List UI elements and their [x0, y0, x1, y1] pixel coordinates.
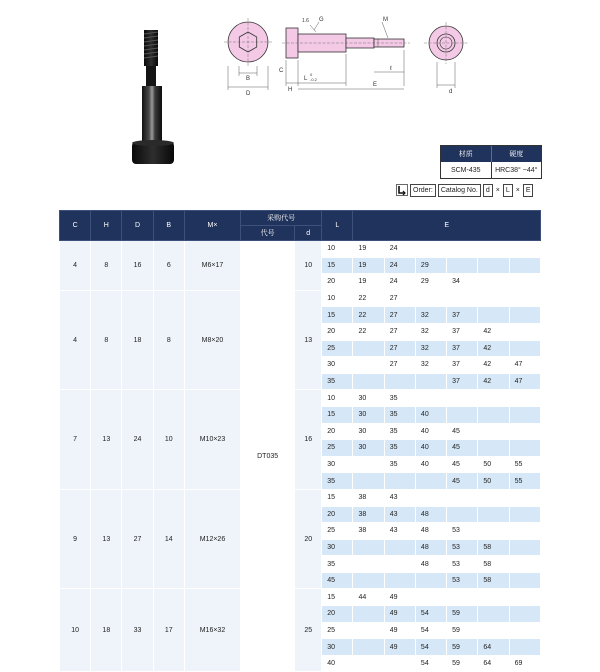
- cell-e: 19: [353, 241, 384, 258]
- cell-e: 42: [478, 357, 509, 374]
- cell-e: 35: [384, 440, 415, 457]
- technical-drawing: [218, 10, 488, 100]
- cell-e: [447, 506, 478, 523]
- label-e: E: [373, 82, 378, 88]
- label-g: G: [319, 17, 324, 23]
- cell-e: [353, 622, 384, 639]
- hardness-value: HRC38° ~44°: [491, 162, 542, 178]
- cell-e: 58: [478, 539, 509, 556]
- cell-e: [478, 606, 509, 623]
- cell-e: [415, 589, 446, 606]
- cell-l: 30: [322, 539, 353, 556]
- header-e: E: [353, 211, 541, 241]
- order-d: d: [483, 184, 493, 197]
- order-times-2: ×: [515, 186, 520, 194]
- label-roughness: 1.6: [302, 18, 309, 24]
- cell-c: 10: [60, 589, 91, 672]
- cell-e: 37: [447, 340, 478, 357]
- cell-e: [353, 639, 384, 656]
- cell-e: [384, 655, 415, 672]
- cell-e: [509, 489, 540, 506]
- cell-e: [353, 473, 384, 490]
- cell-e: 27: [384, 290, 415, 307]
- cell-e: 53: [447, 556, 478, 573]
- table-row: [60, 290, 541, 307]
- cell-e: [478, 390, 509, 407]
- cell-l: 20: [322, 606, 353, 623]
- cell-l: 30: [322, 357, 353, 374]
- cell-e: [384, 572, 415, 589]
- label-d-lower: d: [449, 89, 453, 95]
- cell-e: [478, 506, 509, 523]
- cell-e: 24: [384, 241, 415, 258]
- cell-e: [509, 506, 540, 523]
- cell-e: 30: [353, 440, 384, 457]
- label-h: H: [288, 87, 293, 93]
- cell-b: 10: [153, 390, 184, 490]
- cell-e: 54: [415, 639, 446, 656]
- cell-e: [415, 373, 446, 390]
- cell-e: [478, 589, 509, 606]
- cell-e: 30: [353, 406, 384, 423]
- header-code: 代号: [241, 226, 295, 241]
- cell-e: 64: [478, 655, 509, 672]
- material-value: SCM-435: [450, 166, 481, 174]
- cell-e: [384, 373, 415, 390]
- table-row: [60, 589, 541, 606]
- cell-e: 59: [447, 622, 478, 639]
- cell-e: 19: [353, 274, 384, 291]
- cell-h: 13: [91, 390, 122, 490]
- shoulder-bolt-photo: [118, 20, 188, 170]
- cell-e: [353, 572, 384, 589]
- header-purchase-code: 采购代号: [241, 211, 322, 226]
- cell-l: 35: [322, 373, 353, 390]
- cell-e: [415, 290, 446, 307]
- cell-l: 25: [322, 340, 353, 357]
- cell-dd: 20: [295, 489, 322, 589]
- cell-e: [478, 489, 509, 506]
- material-values: [441, 162, 541, 178]
- cell-l: 20: [322, 274, 353, 291]
- cell-e: 40: [415, 456, 446, 473]
- cell-l: 20: [322, 423, 353, 440]
- cell-e: [353, 357, 384, 374]
- cell-e: 38: [353, 523, 384, 540]
- label-d-upper: D: [246, 91, 251, 97]
- cell-h: 18: [91, 589, 122, 672]
- order-line: [396, 183, 533, 197]
- cell-e: [478, 274, 509, 291]
- header-d: D: [122, 211, 153, 241]
- cell-e: [415, 572, 446, 589]
- cell-e: 34: [447, 274, 478, 291]
- cell-e: 37: [447, 357, 478, 374]
- header-dd: d: [295, 226, 322, 241]
- cell-e: 59: [447, 606, 478, 623]
- cell-e: 54: [415, 622, 446, 639]
- cell-e: 27: [384, 357, 415, 374]
- cell-e: [353, 340, 384, 357]
- order-times-1: ×: [495, 186, 500, 194]
- cell-e: 40: [415, 440, 446, 457]
- cell-m: M12×26: [184, 489, 240, 589]
- cell-l: 25: [322, 622, 353, 639]
- cell-b: 8: [153, 290, 184, 390]
- cell-e: 48: [415, 556, 446, 573]
- table-row: [60, 241, 541, 258]
- header-l: L: [322, 211, 353, 241]
- cell-e: 37: [447, 307, 478, 324]
- cell-l: 25: [322, 523, 353, 540]
- cell-e: 45: [447, 440, 478, 457]
- cell-e: 54: [415, 655, 446, 672]
- cell-e: [447, 589, 478, 606]
- cell-e: 64: [478, 639, 509, 656]
- material-box: [440, 145, 542, 179]
- cell-e: 54: [415, 606, 446, 623]
- spec-table: [59, 210, 541, 672]
- cell-e: [478, 423, 509, 440]
- cell-e: 53: [447, 523, 478, 540]
- cell-e: [353, 456, 384, 473]
- cell-l: 10: [322, 290, 353, 307]
- cell-e: 55: [509, 473, 540, 490]
- header-b: B: [153, 211, 184, 241]
- label-l: L: [304, 76, 308, 82]
- label-c: C: [279, 68, 284, 74]
- cell-e: 49: [384, 622, 415, 639]
- material-header: [441, 146, 541, 162]
- cell-e: 22: [353, 307, 384, 324]
- cell-e: [415, 241, 446, 258]
- cell-b: 17: [153, 589, 184, 672]
- cell-l: 15: [322, 589, 353, 606]
- cell-e: 53: [447, 539, 478, 556]
- cell-e: 47: [509, 373, 540, 390]
- cell-c: 9: [60, 489, 91, 589]
- cell-e: 35: [384, 390, 415, 407]
- cell-l: 30: [322, 456, 353, 473]
- cell-e: 37: [447, 323, 478, 340]
- cell-e: 32: [415, 323, 446, 340]
- cell-code: DT035: [241, 241, 295, 672]
- cell-e: [509, 606, 540, 623]
- cell-e: 49: [384, 606, 415, 623]
- cell-l: 10: [322, 390, 353, 407]
- cell-e: 32: [415, 307, 446, 324]
- cell-e: [447, 241, 478, 258]
- cell-e: [509, 523, 540, 540]
- cell-e: [415, 473, 446, 490]
- cell-e: 59: [447, 655, 478, 672]
- cell-e: 29: [415, 274, 446, 291]
- cell-m: M8×20: [184, 290, 240, 390]
- cell-d: 24: [122, 390, 153, 490]
- cell-e: [353, 539, 384, 556]
- cell-e: 45: [447, 473, 478, 490]
- cell-e: [509, 423, 540, 440]
- cell-e: 42: [478, 373, 509, 390]
- order-label: Order:: [410, 184, 436, 197]
- cell-l: 25: [322, 440, 353, 457]
- table-row: [60, 489, 541, 506]
- cell-e: 48: [415, 539, 446, 556]
- cell-dd: 25: [295, 589, 322, 672]
- cell-e: 35: [384, 406, 415, 423]
- cell-e: 47: [509, 357, 540, 374]
- cell-e: 30: [353, 390, 384, 407]
- cell-l: 40: [322, 655, 353, 672]
- cell-c: 7: [60, 390, 91, 490]
- cell-e: [384, 539, 415, 556]
- cell-e: [447, 489, 478, 506]
- cell-e: [509, 390, 540, 407]
- cell-m: M16×32: [184, 589, 240, 672]
- cell-d: 27: [122, 489, 153, 589]
- cell-d: 33: [122, 589, 153, 672]
- cell-e: [509, 556, 540, 573]
- cell-m: M6×17: [184, 241, 240, 291]
- cell-e: 53: [447, 572, 478, 589]
- cell-e: 40: [415, 423, 446, 440]
- cell-h: 13: [91, 489, 122, 589]
- cell-e: 22: [353, 323, 384, 340]
- cell-e: 29: [415, 257, 446, 274]
- cell-e: 58: [478, 572, 509, 589]
- cell-dd: 13: [295, 290, 322, 390]
- cell-l: 15: [322, 489, 353, 506]
- cell-e: [447, 390, 478, 407]
- cell-e: 24: [384, 274, 415, 291]
- cell-e: 44: [353, 589, 384, 606]
- cell-e: [478, 257, 509, 274]
- cell-e: 49: [384, 589, 415, 606]
- spec-table-body: [60, 241, 541, 672]
- cell-e: [509, 539, 540, 556]
- cell-c: 4: [60, 241, 91, 291]
- cell-e: [384, 473, 415, 490]
- cell-l: 20: [322, 323, 353, 340]
- cell-e: 69: [509, 655, 540, 672]
- cell-e: [509, 622, 540, 639]
- cell-e: 35: [384, 456, 415, 473]
- cell-l: 45: [322, 572, 353, 589]
- header-h: H: [91, 211, 122, 241]
- cell-e: [478, 622, 509, 639]
- material-header-label: 材质: [458, 151, 473, 158]
- cell-l: 15: [322, 307, 353, 324]
- header-m: M×: [184, 211, 240, 241]
- label-b: B: [246, 76, 251, 82]
- cell-e: [478, 440, 509, 457]
- table-row: [60, 390, 541, 407]
- cell-d: 18: [122, 290, 153, 390]
- cell-e: 19: [353, 257, 384, 274]
- cell-m: M10×23: [184, 390, 240, 490]
- cell-e: 59: [447, 639, 478, 656]
- cell-e: [353, 373, 384, 390]
- cell-c: 4: [60, 290, 91, 390]
- cell-l: 35: [322, 473, 353, 490]
- cell-e: [447, 290, 478, 307]
- cell-e: [509, 290, 540, 307]
- cell-e: [415, 390, 446, 407]
- cell-b: 6: [153, 241, 184, 291]
- cell-l: 15: [322, 257, 353, 274]
- cell-e: 27: [384, 340, 415, 357]
- cell-e: 32: [415, 340, 446, 357]
- cell-e: 55: [509, 456, 540, 473]
- cell-e: [384, 556, 415, 573]
- cell-l: 20: [322, 506, 353, 523]
- cell-e: [415, 489, 446, 506]
- cell-e: [478, 307, 509, 324]
- cell-e: 37: [447, 373, 478, 390]
- cell-e: [509, 572, 540, 589]
- label-ell: ℓ: [390, 66, 392, 72]
- cell-e: 43: [384, 523, 415, 540]
- order-e: E: [523, 184, 534, 197]
- cell-l: 15: [322, 406, 353, 423]
- cell-dd: 16: [295, 390, 322, 490]
- cell-e: [509, 589, 540, 606]
- cell-e: [509, 639, 540, 656]
- cell-b: 14: [153, 489, 184, 589]
- cell-e: 42: [478, 340, 509, 357]
- cell-l: 30: [322, 639, 353, 656]
- cell-e: [353, 606, 384, 623]
- cell-e: 40: [415, 406, 446, 423]
- cell-e: 48: [415, 523, 446, 540]
- cell-e: 45: [447, 423, 478, 440]
- cell-e: 32: [415, 357, 446, 374]
- cell-e: 27: [384, 323, 415, 340]
- cell-e: [509, 274, 540, 291]
- hardness-header-label: 硬度: [491, 146, 542, 162]
- cell-e: 43: [384, 489, 415, 506]
- cell-l: 35: [322, 556, 353, 573]
- order-arrow-icon: [396, 184, 408, 196]
- cell-e: 45: [447, 456, 478, 473]
- cell-e: 48: [415, 506, 446, 523]
- cell-e: [478, 406, 509, 423]
- order-l: L: [503, 184, 513, 197]
- cell-l: 10: [322, 241, 353, 258]
- cell-e: 22: [353, 290, 384, 307]
- label-l-tol-top: 0: [310, 72, 313, 77]
- order-catalog-no: Catalog No.: [438, 184, 481, 197]
- cell-e: [509, 440, 540, 457]
- cell-dd: 10: [295, 241, 322, 291]
- cell-e: 49: [384, 639, 415, 656]
- cell-e: [478, 241, 509, 258]
- cell-e: 50: [478, 473, 509, 490]
- cell-e: 35: [384, 423, 415, 440]
- cell-e: [509, 323, 540, 340]
- cell-e: 43: [384, 506, 415, 523]
- cell-e: 38: [353, 489, 384, 506]
- cell-e: 50: [478, 456, 509, 473]
- cell-e: 24: [384, 257, 415, 274]
- cell-e: [509, 340, 540, 357]
- cell-e: 30: [353, 423, 384, 440]
- cell-e: [353, 556, 384, 573]
- header-c: C: [60, 211, 91, 241]
- cell-e: [478, 523, 509, 540]
- cell-e: 42: [478, 323, 509, 340]
- cell-e: [509, 307, 540, 324]
- cell-e: 58: [478, 556, 509, 573]
- label-m: M: [383, 17, 388, 23]
- cell-h: 8: [91, 290, 122, 390]
- cell-d: 16: [122, 241, 153, 291]
- cell-e: [509, 241, 540, 258]
- cell-e: 38: [353, 506, 384, 523]
- cell-e: [447, 257, 478, 274]
- cell-e: [447, 406, 478, 423]
- cell-h: 8: [91, 241, 122, 291]
- label-l-tol-bottom: -0.2: [310, 77, 317, 82]
- cell-e: [509, 406, 540, 423]
- cell-e: [478, 290, 509, 307]
- cell-e: [509, 257, 540, 274]
- cell-e: [353, 655, 384, 672]
- cell-e: 27: [384, 307, 415, 324]
